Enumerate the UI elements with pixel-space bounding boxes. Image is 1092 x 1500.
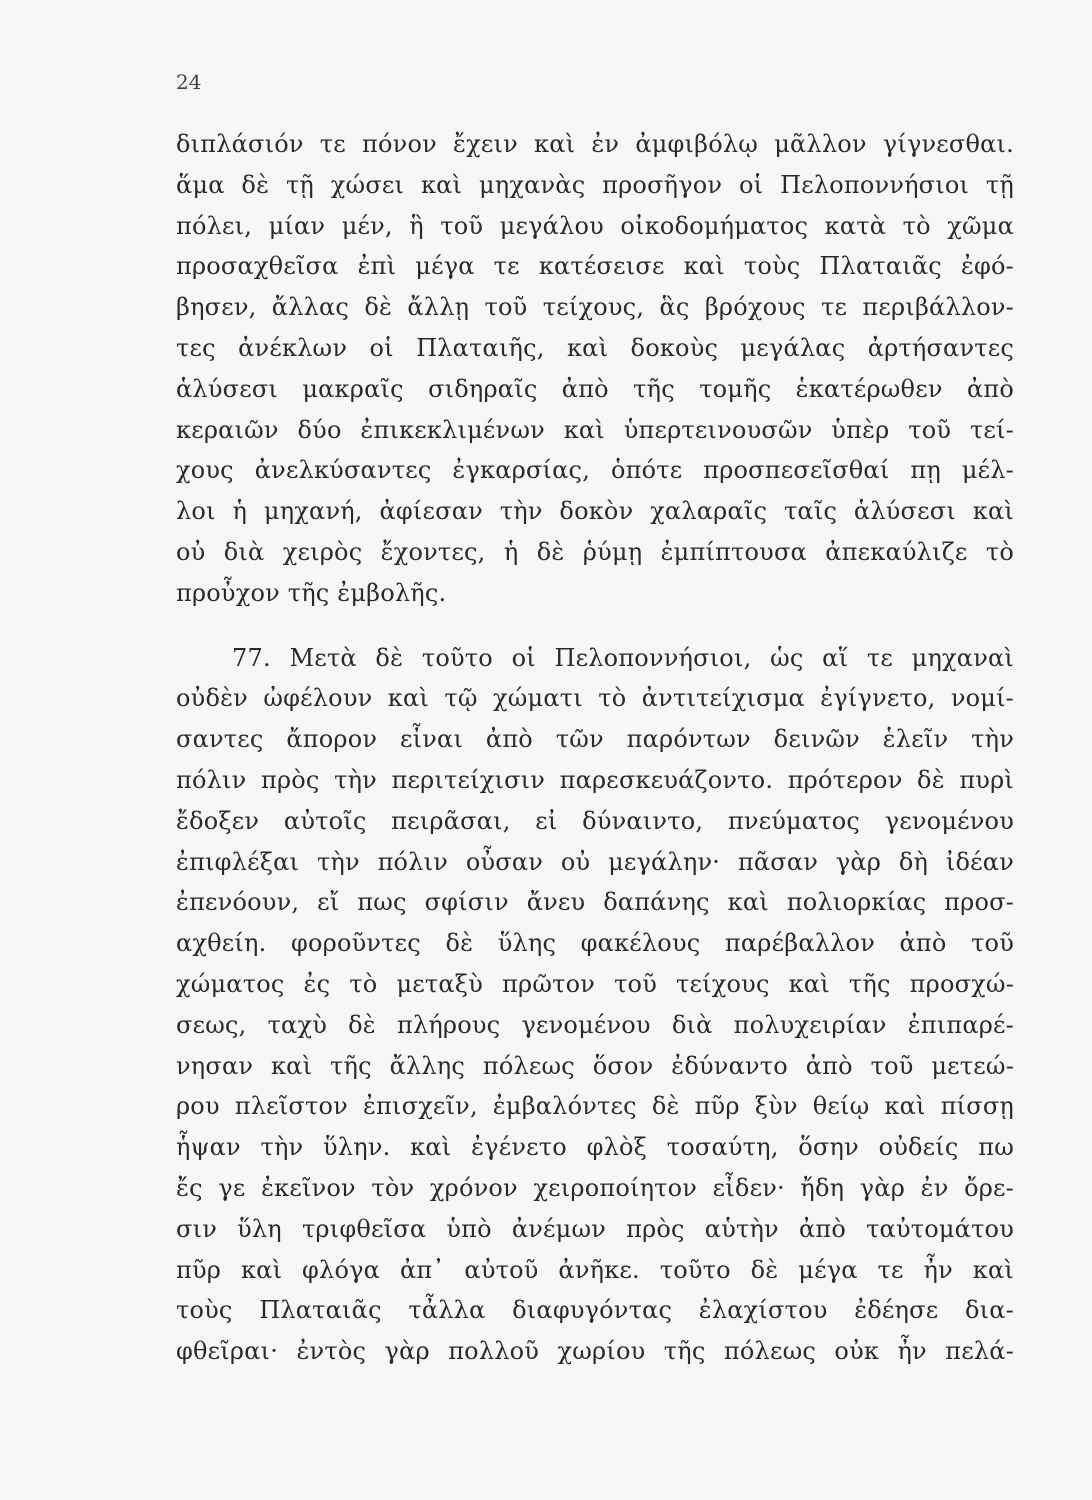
text-line: προσαχθεῖσα ἐπὶ μέγα τε κατέσεισε καὶ τοὺς Πλαταιᾶς ἐφό- [176, 252, 1014, 281]
text-line: σεως, ταχὺ δὲ πλήρους γενομένου διὰ πολυχειρίαν ἐπιπαρέ- [176, 1010, 1014, 1039]
text-line: σαντες ἄπορον εἶναι ἀπὸ τῶν παρόντων δεινῶν ἑλεῖν τὴν [176, 725, 1014, 754]
text-line: οὐ διὰ χειρὸς ἔχοντες, ἡ δὲ ῥύμῃ ἐμπίπτουσα ἀπεκαύλιζε τὸ [176, 537, 1014, 566]
text-line: νησαν καὶ τῆς ἄλλης πόλεως ὅσον ἐδύναντο ἀπὸ τοῦ μετεώ- [176, 1051, 1014, 1080]
text-line: χους ἀνελκύσαντες ἐγκαρσίας, ὁπότε προσπεσεῖσθαί πῃ μέλ- [176, 456, 1014, 485]
text-line: προὖχον τῆς ἐμβολῆς. [176, 578, 447, 607]
text-line: 77. Μετὰ δὲ τοῦτο οἱ Πελοποννήσιοι, ὡς αἵ τε μηχαναὶ [232, 643, 1014, 672]
text-line: οὐδὲν ὠφέλουν καὶ τῷ χώματι τὸ ἀντιτείχισμα ἐγίγνετο, νομί- [176, 684, 1014, 713]
text-line: ἅμα δὲ τῇ χώσει καὶ μηχανὰς προσῆγον οἱ Πελοποννήσιοι τῇ [176, 170, 1014, 199]
text-line: ἔδοξεν αὐτοῖς πειρᾶσαι, εἰ δύναιντο, πνεύματος γενομένου [176, 806, 1014, 835]
text-line: διπλάσιόν τε πόνον ἔχειν καὶ ἐν ἀμφιβόλῳ μᾶλλον γίγνεσθαι. [176, 130, 1014, 158]
text-line: ἁλύσεσι μακραῖς σιδηραῖς ἀπὸ τῆς τομῆς ἑκατέρωθεν ἀπὸ [176, 374, 1014, 403]
paragraph-2 [176, 638, 1014, 1372]
text-line: πόλιν πρὸς τὴν περιτείχισιν παρεσκευάζοντο. πρότερον δὲ πυρὶ [176, 765, 1014, 794]
text-body [176, 124, 1014, 1372]
text-line: τοὺς Πλαταιᾶς τἆλλα διαφυγόντας ἐλαχίστου ἐδέησε δια- [176, 1296, 1014, 1325]
text-line: τες ἀνέκλων οἱ Πλαταιῆς, καὶ δοκοὺς μεγάλας ἀρτήσαντες [176, 333, 1014, 362]
page-number: 24 [176, 70, 202, 94]
text-line: ἔς γε ἐκεῖνον τὸν χρόνον χειροποίητον εἶδεν· ἤδη γὰρ ἐν ὄρε- [176, 1173, 1014, 1202]
text-line: ἧψαν τὴν ὕλην. καὶ ἐγένετο φλὸξ τοσαύτη, ὅσην οὐδείς πω [176, 1133, 1014, 1162]
paragraph-1 [176, 124, 1014, 614]
text-line: πῦρ καὶ φλόγα ἀπ᾽ αὐτοῦ ἀνῆκε. τοῦτο δὲ μέγα τε ἦν καὶ [176, 1255, 1014, 1284]
text-line: χώματος ἐς τὸ μεταξὺ πρῶτον τοῦ τείχους καὶ τῆς προσχώ- [176, 969, 1014, 998]
text-line: σιν ὕλη τριφθεῖσα ὑπὸ ἀνέμων πρὸς αὑτὴν ἀπὸ ταὐτομάτου [176, 1214, 1014, 1243]
text-line: βησεν, ἄλλας δὲ ἄλλῃ τοῦ τείχους, ἃς βρόχους τε περιβάλλον- [176, 293, 1014, 322]
text-line: αχθείη. φοροῦντες δὲ ὕλης φακέλους παρέβαλλον ἀπὸ τοῦ [176, 929, 1014, 958]
text-line: φθεῖραι· ἐντὸς γὰρ πολλοῦ χωρίου τῆς πόλεως οὐκ ἦν πελά- [176, 1337, 1014, 1366]
text-line: πόλει, μίαν μέν, ἣ τοῦ μεγάλου οἰκοδομήματος κατὰ τὸ χῶμα [176, 211, 1014, 240]
text-line: λοι ἡ μηχανή, ἀφίεσαν τὴν δοκὸν χαλαραῖς ταῖς ἁλύσεσι καὶ [176, 497, 1014, 526]
text-line: ρου πλεῖστον ἐπισχεῖν, ἐμβαλόντες δὲ πῦρ ξὺν θείῳ καὶ πίσσῃ [176, 1092, 1014, 1121]
text-line: ἐπενόουν, εἴ πως σφίσιν ἄνευ δαπάνης καὶ πολιορκίας προσ- [176, 888, 1014, 917]
paragraph-gap [176, 614, 1014, 638]
text-line: ἐπιφλέξαι τὴν πόλιν οὖσαν οὐ μεγάλην· πᾶσαν γὰρ δὴ ἰδέαν [176, 847, 1014, 876]
text-line: κεραιῶν δύο ἐπικεκλιμένων καὶ ὑπερτεινουσῶν ὑπὲρ τοῦ τεί- [176, 415, 1014, 444]
